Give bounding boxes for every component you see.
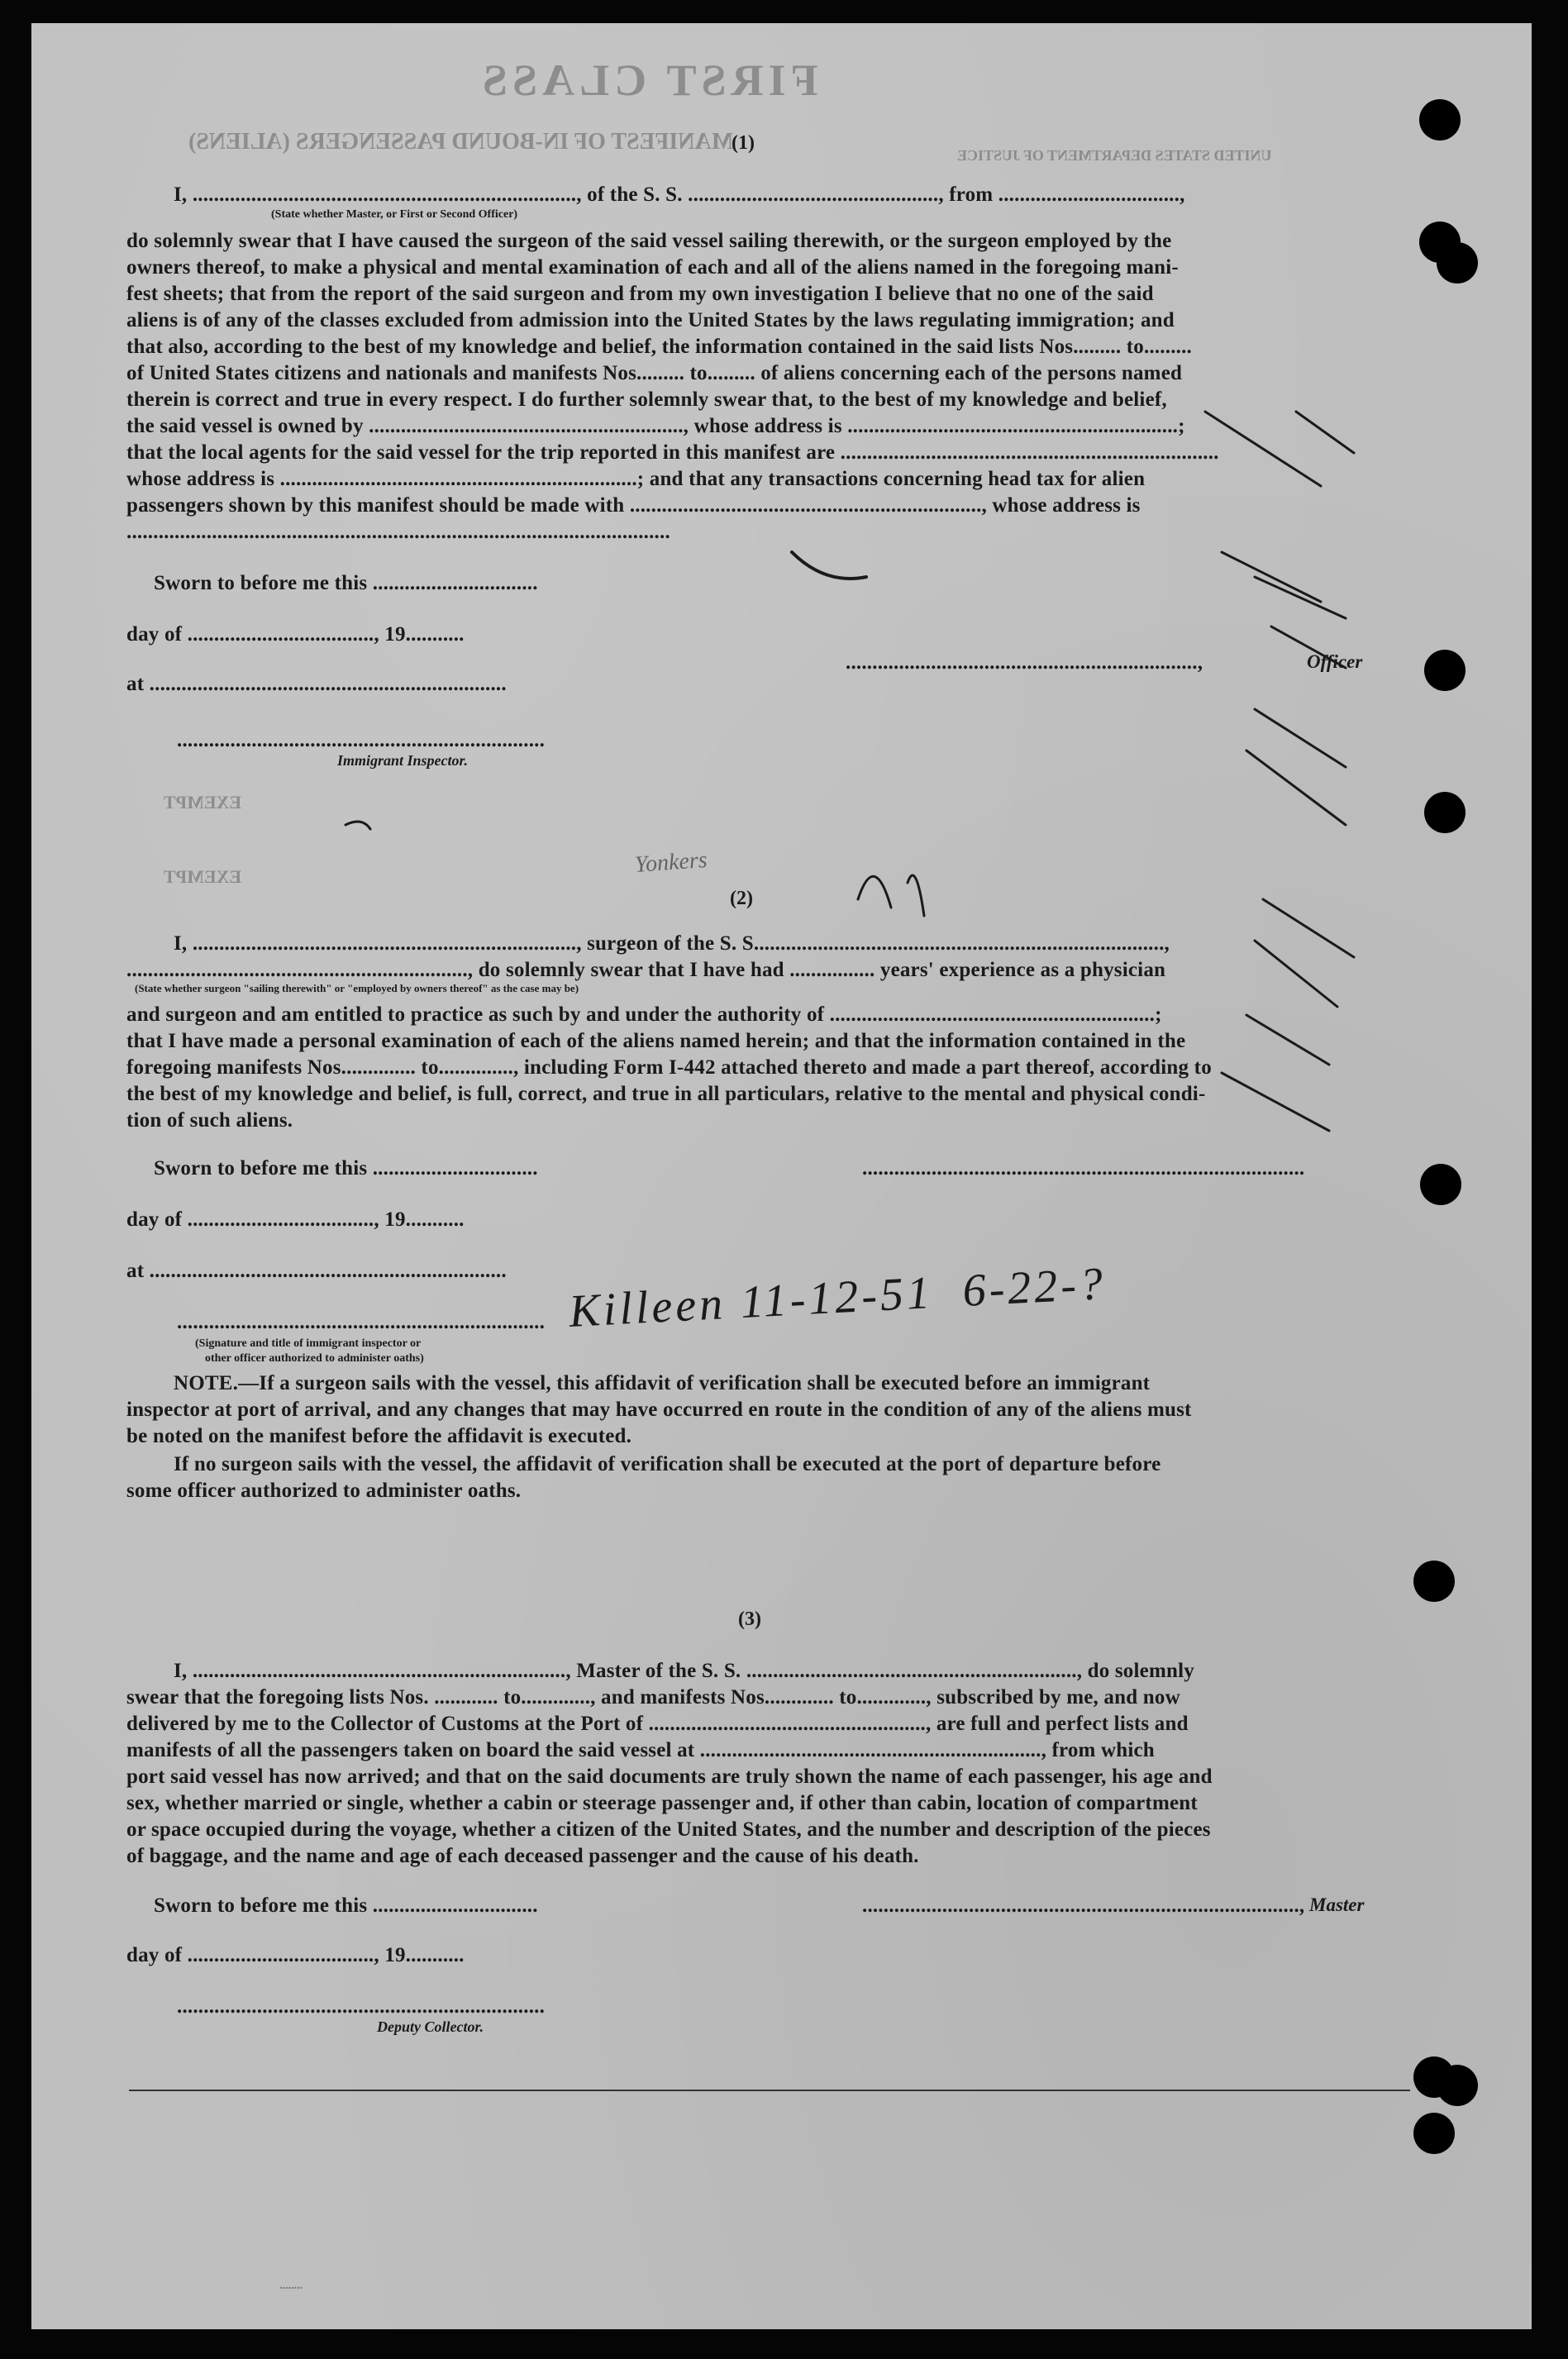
bleed-header-1: FIRST CLASS bbox=[478, 55, 818, 105]
section-1-line: do solemnly swear that I have caused the surgeon of the said vessel sailing therewith, or the surgeon employed by the bbox=[126, 230, 1172, 252]
section-1-officer-line: .................................................................., bbox=[846, 651, 1208, 674]
section-3-day: day of ..................................., 19........... bbox=[126, 1944, 465, 1966]
footer-text: ........ bbox=[279, 2280, 303, 2292]
section-3-line: manifests of all the passengers taken on board the said vessel at ................................................................, from which bbox=[126, 1739, 1155, 1761]
section-2-line: I, ........................................................................, surgeon of the S. S............................................................................., bbox=[174, 932, 1170, 955]
section-1-line: whose address is ...................................................................; and that any transactions concerning head tax for alien bbox=[126, 468, 1146, 490]
handwritten-scrawl-1: Yonkers bbox=[633, 846, 708, 879]
section-1-line: of United States citizens and nationals and manifests Nos......... to......... of aliens concerning each of the persons named bbox=[126, 362, 1183, 384]
section-2-sig-line: ..................................................................... bbox=[177, 1311, 546, 1333]
section-2-line: foregoing manifests Nos.............. to.............., including Form I-442 attached thereto and made a part thereof, according to bbox=[126, 1056, 1212, 1079]
section-1-at: at ................................................................... bbox=[126, 673, 507, 695]
section-1-line: aliens is of any of the classes excluded from admission into the United States by the laws regulating immigration; and bbox=[126, 309, 1175, 331]
section-1-line: the said vessel is owned by ..........................................................., whose address is ..............................................................; bbox=[126, 415, 1185, 437]
section-2-sig-note-1: (Signature and title of immigrant inspector or bbox=[195, 1337, 422, 1350]
section-1-line: therein is correct and true in every respect. I do further solemnly swear that, to the best of my knowledge and belief, bbox=[126, 388, 1167, 411]
section-2-line: tion of such aliens. bbox=[126, 1109, 293, 1132]
section-2-line: that I have made a personal examination of each of the aliens named herein; and that the information contained in the bbox=[126, 1030, 1186, 1052]
section-3-line: I, ......................................................................, Master of the S. S. .............................................................., do solemnly bbox=[174, 1660, 1194, 1682]
section-1-number: (1) bbox=[732, 132, 755, 154]
section-3-line: or space occupied during the voyage, whether a citizen of the United States, and the number and description of the pieces bbox=[126, 1818, 1211, 1841]
section-3-master-label: Master bbox=[1309, 1894, 1365, 1915]
section-1-sworn: Sworn to before me this ............................... bbox=[154, 572, 538, 594]
document-page bbox=[31, 23, 1532, 2329]
section-2-state-note: (State whether surgeon "sailing therewith" or "employed by owners thereof" as the case may be) bbox=[135, 982, 579, 994]
section-3-line: of baggage, and the name and age of each deceased passenger and the cause of his death. bbox=[126, 1845, 919, 1867]
section-1-line: passengers shown by this manifest should be made with .................................................................., whose address is bbox=[126, 494, 1141, 517]
section-1-line: fest sheets; that from the report of the said surgeon and from my own investigation I believe that no one of the said bbox=[126, 283, 1154, 305]
section-3-master-line: .................................................................................., bbox=[862, 1894, 1310, 1917]
note-line: some officer authorized to administer oaths. bbox=[126, 1480, 522, 1502]
section-3-line: swear that the foregoing lists Nos. ............ to............., and manifests Nos............. to............., subscribed by me, and now bbox=[126, 1686, 1180, 1708]
section-3-collector-label: Deputy Collector. bbox=[377, 2018, 484, 2035]
note-line: If no surgeon sails with the vessel, the affidavit of verification shall be executed at the port of departure before bbox=[174, 1453, 1161, 1475]
note-line: inspector at port of arrival, and any changes that may have occurred en route in the condition of any of the aliens must bbox=[126, 1399, 1192, 1421]
section-1-day: day of ..................................., 19........... bbox=[126, 623, 465, 646]
section-1-inspector-label: Immigrant Inspector. bbox=[337, 752, 469, 769]
bleed-small-right: UNITED STATES DEPARTMENT OF JUSTICE bbox=[957, 147, 1272, 164]
handwriting-marks bbox=[31, 23, 1532, 2329]
section-2-right-line: ................................................................................... bbox=[862, 1157, 1305, 1180]
section-1-line: owners thereof, to make a physical and mental examination of each and all of the aliens named in the foregoing mani- bbox=[126, 256, 1179, 279]
section-1-inspector-line: ..................................................................... bbox=[177, 729, 546, 751]
section-2-line: ................................................................, do solemnly swear that I have had ................ years' experience as a physician bbox=[126, 959, 1166, 981]
section-2-at: at ................................................................... bbox=[126, 1260, 507, 1282]
section-1-line: that also, according to the best of my knowledge and belief, the information contained in the said lists Nos......... to......... bbox=[126, 336, 1193, 358]
handwritten-signature: Killeen 11-12-51 6-22-? bbox=[567, 1258, 1108, 1337]
section-3-line: delivered by me to the Collector of Customs at the Port of ...................................................., are full and perfect lists and bbox=[126, 1713, 1189, 1735]
section-3-line: port said vessel has now arrived; and that on the said documents are truly shown the name of each passenger, his age and bbox=[126, 1766, 1213, 1788]
section-1-line: I, ........................................................................, of the S. S. ..............................................., from .................................., bbox=[174, 183, 1185, 206]
section-2-number: (2) bbox=[730, 888, 753, 909]
section-2-day: day of ..................................., 19........... bbox=[126, 1208, 465, 1231]
section-2-sig-note-2: other officer authorized to administer oaths) bbox=[205, 1352, 424, 1365]
bleed-stamp-2: EXEMPT bbox=[164, 866, 242, 887]
note-line: NOTE.—If a surgeon sails with the vessel, this affidavit of verification shall be executed before an immigrant bbox=[174, 1372, 1151, 1394]
bleed-stamp-1: EXEMPT bbox=[164, 792, 242, 813]
section-3-number: (3) bbox=[738, 1608, 761, 1630]
section-2-sworn: Sworn to before me this ............................... bbox=[154, 1157, 538, 1180]
section-2-line: and surgeon and am entitled to practice as such by and under the authority of .............................................................; bbox=[126, 1003, 1162, 1026]
section-3-line: sex, whether married or single, whether a cabin or steerage passenger and, if other than cabin, location of compartment bbox=[126, 1792, 1198, 1814]
section-3-collector-line: ..................................................................... bbox=[177, 1995, 546, 2018]
section-1-officer-label: Officer bbox=[1307, 651, 1363, 672]
bleed-header-2: MANIFEST OF IN-BOUND PASSENGERS (ALIENS) bbox=[188, 129, 734, 155]
section-3-sworn: Sworn to before me this ............................... bbox=[154, 1894, 538, 1917]
section-1-line: that the local agents for the said vessel for the trip reported in this manifest are ....................................................................... bbox=[126, 441, 1219, 464]
section-2-line: the best of my knowledge and belief, is full, correct, and true in all particulars, relative to the mental and physical condi- bbox=[126, 1083, 1206, 1105]
section-1-state-note: (State whether Master, or First or Second Officer) bbox=[271, 208, 518, 221]
note-line: be noted on the manifest before the affidavit is executed. bbox=[126, 1425, 632, 1447]
section-1-line: ...................................................................................................... bbox=[126, 521, 670, 543]
